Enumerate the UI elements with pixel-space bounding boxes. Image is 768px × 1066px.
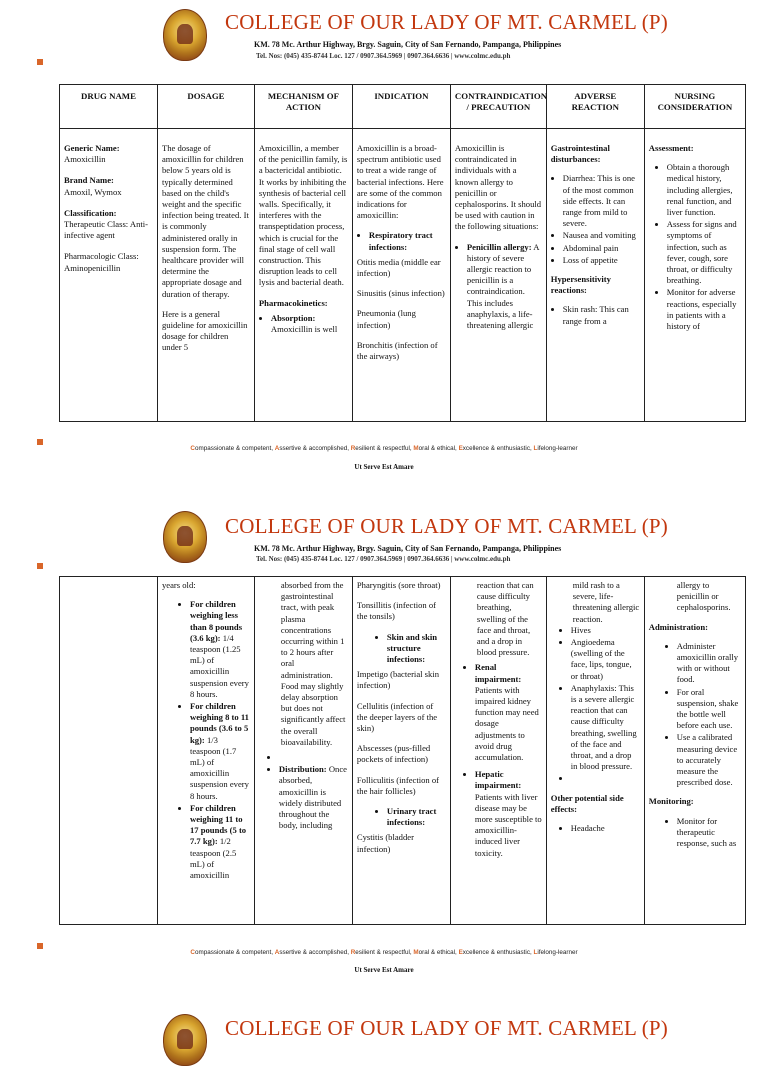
list-item <box>279 752 348 763</box>
cell-nursing <box>644 129 745 422</box>
hypersensitivity-list <box>559 625 640 785</box>
cell-indication <box>352 577 450 925</box>
list-item: • Diarrhea: This is one of the most common side effects. It can range from mild to severe. <box>563 173 640 229</box>
college-name: COLLEGE OF OUR LADY OF MT. CARMEL (P) <box>225 514 668 538</box>
college-seal-logo <box>163 9 207 61</box>
cell-dosage <box>157 577 254 925</box>
list-item: • Administer amoxicillin orally with or without food. <box>677 641 741 686</box>
list-item: Impetigo (bacterial skin infection) <box>356 669 439 691</box>
pharmacokinetics-list <box>259 313 348 335</box>
core-values-motto: Compassionate & competent, Assertive & accomplished, Resilient & respectful, Moral & ethical, Excellence & enthusiastic, Lifelong-learner <box>190 445 578 452</box>
list-item: • Obtain a thorough medical history, including allergies, renal function, and liver function. <box>667 162 741 218</box>
list-item: Abscesses (pus-filled pockets of infection) <box>356 743 431 765</box>
indication-list <box>357 230 446 252</box>
list-item: Cystitis (bladder infection) <box>356 832 414 854</box>
brand-name: Amoxil, Wymox <box>64 186 122 197</box>
page-bullet-marker <box>37 563 43 569</box>
list-item: • Renal impairment: Patients with impaired kidney function may need dosage adjustments to avoid drug accumulation. <box>475 662 542 763</box>
list-item: • Urinary tract infections: <box>387 806 446 828</box>
monitoring-list <box>649 816 741 850</box>
other-effects-label: Other potential side effects: <box>550 792 624 814</box>
contra-list <box>455 242 542 332</box>
list-item: • For children weighing 11 to 17 pounds (5 to 7.7 kg): 1/2 teaspoon (2.5 mL) of amoxicillin <box>190 803 250 881</box>
monitoring-label: Monitoring: <box>648 796 694 807</box>
generic-name: Amoxicillin <box>64 154 106 165</box>
list-item: • Nausea and vomiting <box>563 230 640 241</box>
document-page-1 <box>0 0 768 490</box>
college-contact: Tel. Nos: (045) 435-8744 Loc. 127 / 0907.364.5969 | 0907.364.6636 | www.colmc.edu.ph <box>256 52 511 60</box>
list-item: Sinusitis (sinus infection) <box>356 288 445 299</box>
assessment-label: Assessment: <box>648 143 694 153</box>
cell-adverse-reaction <box>546 577 644 925</box>
cell-nursing <box>644 577 745 925</box>
indication-intro: Amoxicillin is a broad-spectrum antibiotic used to treat a wide range of bacterial infections. Here are some of the common indications for amoxicillin: <box>356 143 444 221</box>
list-item: • Angioedema (swelling of the face, lips, tongue, or throat) <box>571 637 640 682</box>
header-contraindication: CONTRAINDICATION / PRECAUTION <box>450 85 546 129</box>
penicillin-continued: reaction that can cause difficulty breathing, swelling of the face and throat, and a drop in blood pressure. <box>476 580 534 658</box>
drug-study-table-continued <box>59 576 746 925</box>
college-seal-logo <box>163 1014 207 1066</box>
cell-drug-name <box>60 577 158 925</box>
list-item: Pharyngitis (sore throat) <box>356 580 441 590</box>
header-indication: INDICATION <box>352 85 450 129</box>
gi-label: Gastrointestinal disturbances: <box>550 143 610 165</box>
list-item: • Abdominal pain <box>563 243 640 254</box>
college-address: KM. 78 Mc. Arthur Highway, Brgy. Saguin, City of San Fernando, Pampanga, Philippines <box>254 544 562 553</box>
list-item: • For children weighing less than 8 pounds (3.6 kg): 1/4 teaspoon (1.25 mL) of amoxicillin suspension every 8 hours. <box>190 599 250 700</box>
administration-list <box>649 641 741 789</box>
college-contact: Tel. Nos: (045) 435-8744 Loc. 127 / 0907.364.5969 | 0907.364.6636 | www.colmc.edu.ph <box>256 555 511 563</box>
indication-list <box>357 632 446 666</box>
list-item: • Monitor for therapeutic response, such as <box>677 816 741 850</box>
assessment-continued: allergy to penicillin or cephalosporins. <box>676 580 731 613</box>
list-item: Folliculitis (infection of the hair follicles) <box>356 774 440 796</box>
contra-intro: Amoxicillin is contraindicated in individuals with a known allergy to penicillin or cephalosporins. It should be used with caution in the following situations: <box>454 143 542 232</box>
list-item: • Anaphylaxis: This is a severe allergic reaction that can cause difficulty breathing, swelling of the face and throat, and a drop in blood pressure. <box>571 683 640 773</box>
drug-study-table <box>59 84 746 422</box>
list-item: • For children weighing 8 to 11 pounds (3.6 to 5 kg): 1/3 teaspoon (1.7 mL) of amoxicillin suspension every 8 hours. <box>190 701 250 802</box>
header-adverse-reaction: ADVERSE REACTION <box>546 85 644 129</box>
document-page-3 <box>0 1010 768 1040</box>
document-page-2 <box>0 505 768 995</box>
gi-list <box>551 173 640 266</box>
list-item: • Hives <box>571 625 640 636</box>
cell-contraindication <box>450 129 546 422</box>
header-dosage: DOSAGE <box>157 85 254 129</box>
college-address: KM. 78 Mc. Arthur Highway, Brgy. Saguin, City of San Fernando, Pampanga, Philippines <box>254 40 562 49</box>
other-effects-list <box>559 823 640 834</box>
latin-motto: Ut Serve Est Amare <box>354 966 414 974</box>
latin-motto: Ut Serve Est Amare <box>354 463 414 471</box>
header-nursing-consideration: NURSING CONSIDERATION <box>644 85 745 129</box>
classification-label: Classification: <box>64 207 117 218</box>
college-name: COLLEGE OF OUR LADY OF MT. CARMEL (P) <box>225 1016 668 1040</box>
mechanism-text: Amoxicillin, a member of the penicillin family, is a bactericidal antibiotic. It works by inhibiting the synthesis of bacterial cell walls. Specifically, it interferes with the transpeptidation process, which is crucial for the final stage of cell wall construction. This disruption leads to cell lysis and bacterial death. <box>258 143 348 288</box>
list-item: Cellulitis (infection of the deeper layers of the skin) <box>356 700 438 734</box>
skin-rash-continued: mild rash to a severe, life-threatening allergic reaction. <box>572 580 640 624</box>
list-item <box>571 773 640 784</box>
dosage-paragraph: Here is a general guideline for amoxicillin dosage for children under 5 <box>161 308 248 353</box>
cell-dosage <box>157 129 254 422</box>
absorption-continued: absorbed from the gastrointestinal tract, with peak plasma concentrations occurring within 1 to 2 hours after oral administration. Food may slightly delay absorption but does not significantly affect the overall bioavailability. <box>280 580 346 747</box>
list-item: • Respiratory tract infections: <box>369 230 446 252</box>
cell-adverse-reaction <box>546 129 644 422</box>
hypersensitivity-list <box>551 304 640 326</box>
pharmacologic-class: Pharmacologic Class: Aminopenicillin <box>64 251 139 273</box>
core-values-motto: Compassionate & competent, Assertive & accomplished, Resilient & respectful, Moral & ethical, Excellence & enthusiastic, Lifelong-learner <box>190 949 578 956</box>
cell-mechanism <box>254 577 352 925</box>
list-item: • Assess for signs and symptoms of infection, such as fever, cough, sore throat, or difficulty breathing. <box>667 219 741 286</box>
list-item: Bronchitis (infection of the airways) <box>356 339 438 362</box>
list-item: Pneumonia (lung infection) <box>356 308 416 330</box>
list-item: • Penicillin allergy: A history of severe allergic reaction to penicillin is a contraindication. This includes anaphylaxis, a life-threatening allergic <box>467 242 542 332</box>
pharmacokinetics-label: Pharmacokinetics: <box>258 297 328 308</box>
dosage-intro: years old: <box>161 580 196 590</box>
list-item: Otitis media (middle ear infection) <box>356 256 441 279</box>
header-mechanism: MECHANISM OF ACTION <box>254 85 352 129</box>
list-item: • Headache <box>571 823 640 834</box>
list-item: • Monitor for adverse reactions, especially in patients with a history of <box>667 287 741 332</box>
generic-name-label: Generic Name: <box>64 143 120 153</box>
hypersensitivity-label: Hypersensitivity reactions: <box>550 274 611 296</box>
list-item: • Absorption: Amoxicillin is well <box>271 313 348 335</box>
list-item: • Distribution: Once absorbed, amoxicillin is widely distributed throughout the body, including <box>279 764 348 831</box>
contra-list <box>463 662 542 858</box>
therapeutic-class: Therapeutic Class: Anti-infective agent <box>64 219 149 241</box>
cell-drug-name <box>60 129 158 422</box>
page-bullet-marker <box>37 59 43 65</box>
administration-label: Administration: <box>648 621 708 632</box>
list-item: • Loss of appetite <box>563 255 640 266</box>
dosage-paragraph: The dosage of amoxicillin for children below 5 years old is typically determined based on the child's weight and the specific infection being treated. It is commonly administered orally in suspension form. The healthcare provider will determine the appropriate dosage and duration of therapy. <box>161 143 249 299</box>
header-drug-name: DRUG NAME <box>60 85 158 129</box>
assessment-list <box>649 162 741 332</box>
college-name: COLLEGE OF OUR LADY OF MT. CARMEL (P) <box>225 10 668 34</box>
list-item: • Use a calibrated measuring device to accurately measure the prescribed dose. <box>677 732 741 788</box>
cell-mechanism <box>254 129 352 422</box>
indication-list <box>357 806 446 828</box>
cell-contraindication <box>450 577 546 925</box>
list-item: Tonsillitis (infection of the tonsils) <box>356 600 437 622</box>
cell-indication <box>352 129 450 422</box>
pharmacokinetics-list <box>267 752 348 831</box>
list-item: • Hepatic impairment: Patients with liver disease may be more susceptible to amoxicillin-induced liver toxicity. <box>475 769 542 859</box>
brand-name-label: Brand Name: <box>64 175 114 186</box>
list-item: • For oral suspension, shake the bottle well before each use. <box>677 687 741 732</box>
list-item: • Skin and skin structure infections: <box>387 632 446 666</box>
list-item: • Skin rash: This can range from a <box>563 304 640 326</box>
dosage-list <box>162 599 250 881</box>
college-seal-logo <box>163 511 207 563</box>
